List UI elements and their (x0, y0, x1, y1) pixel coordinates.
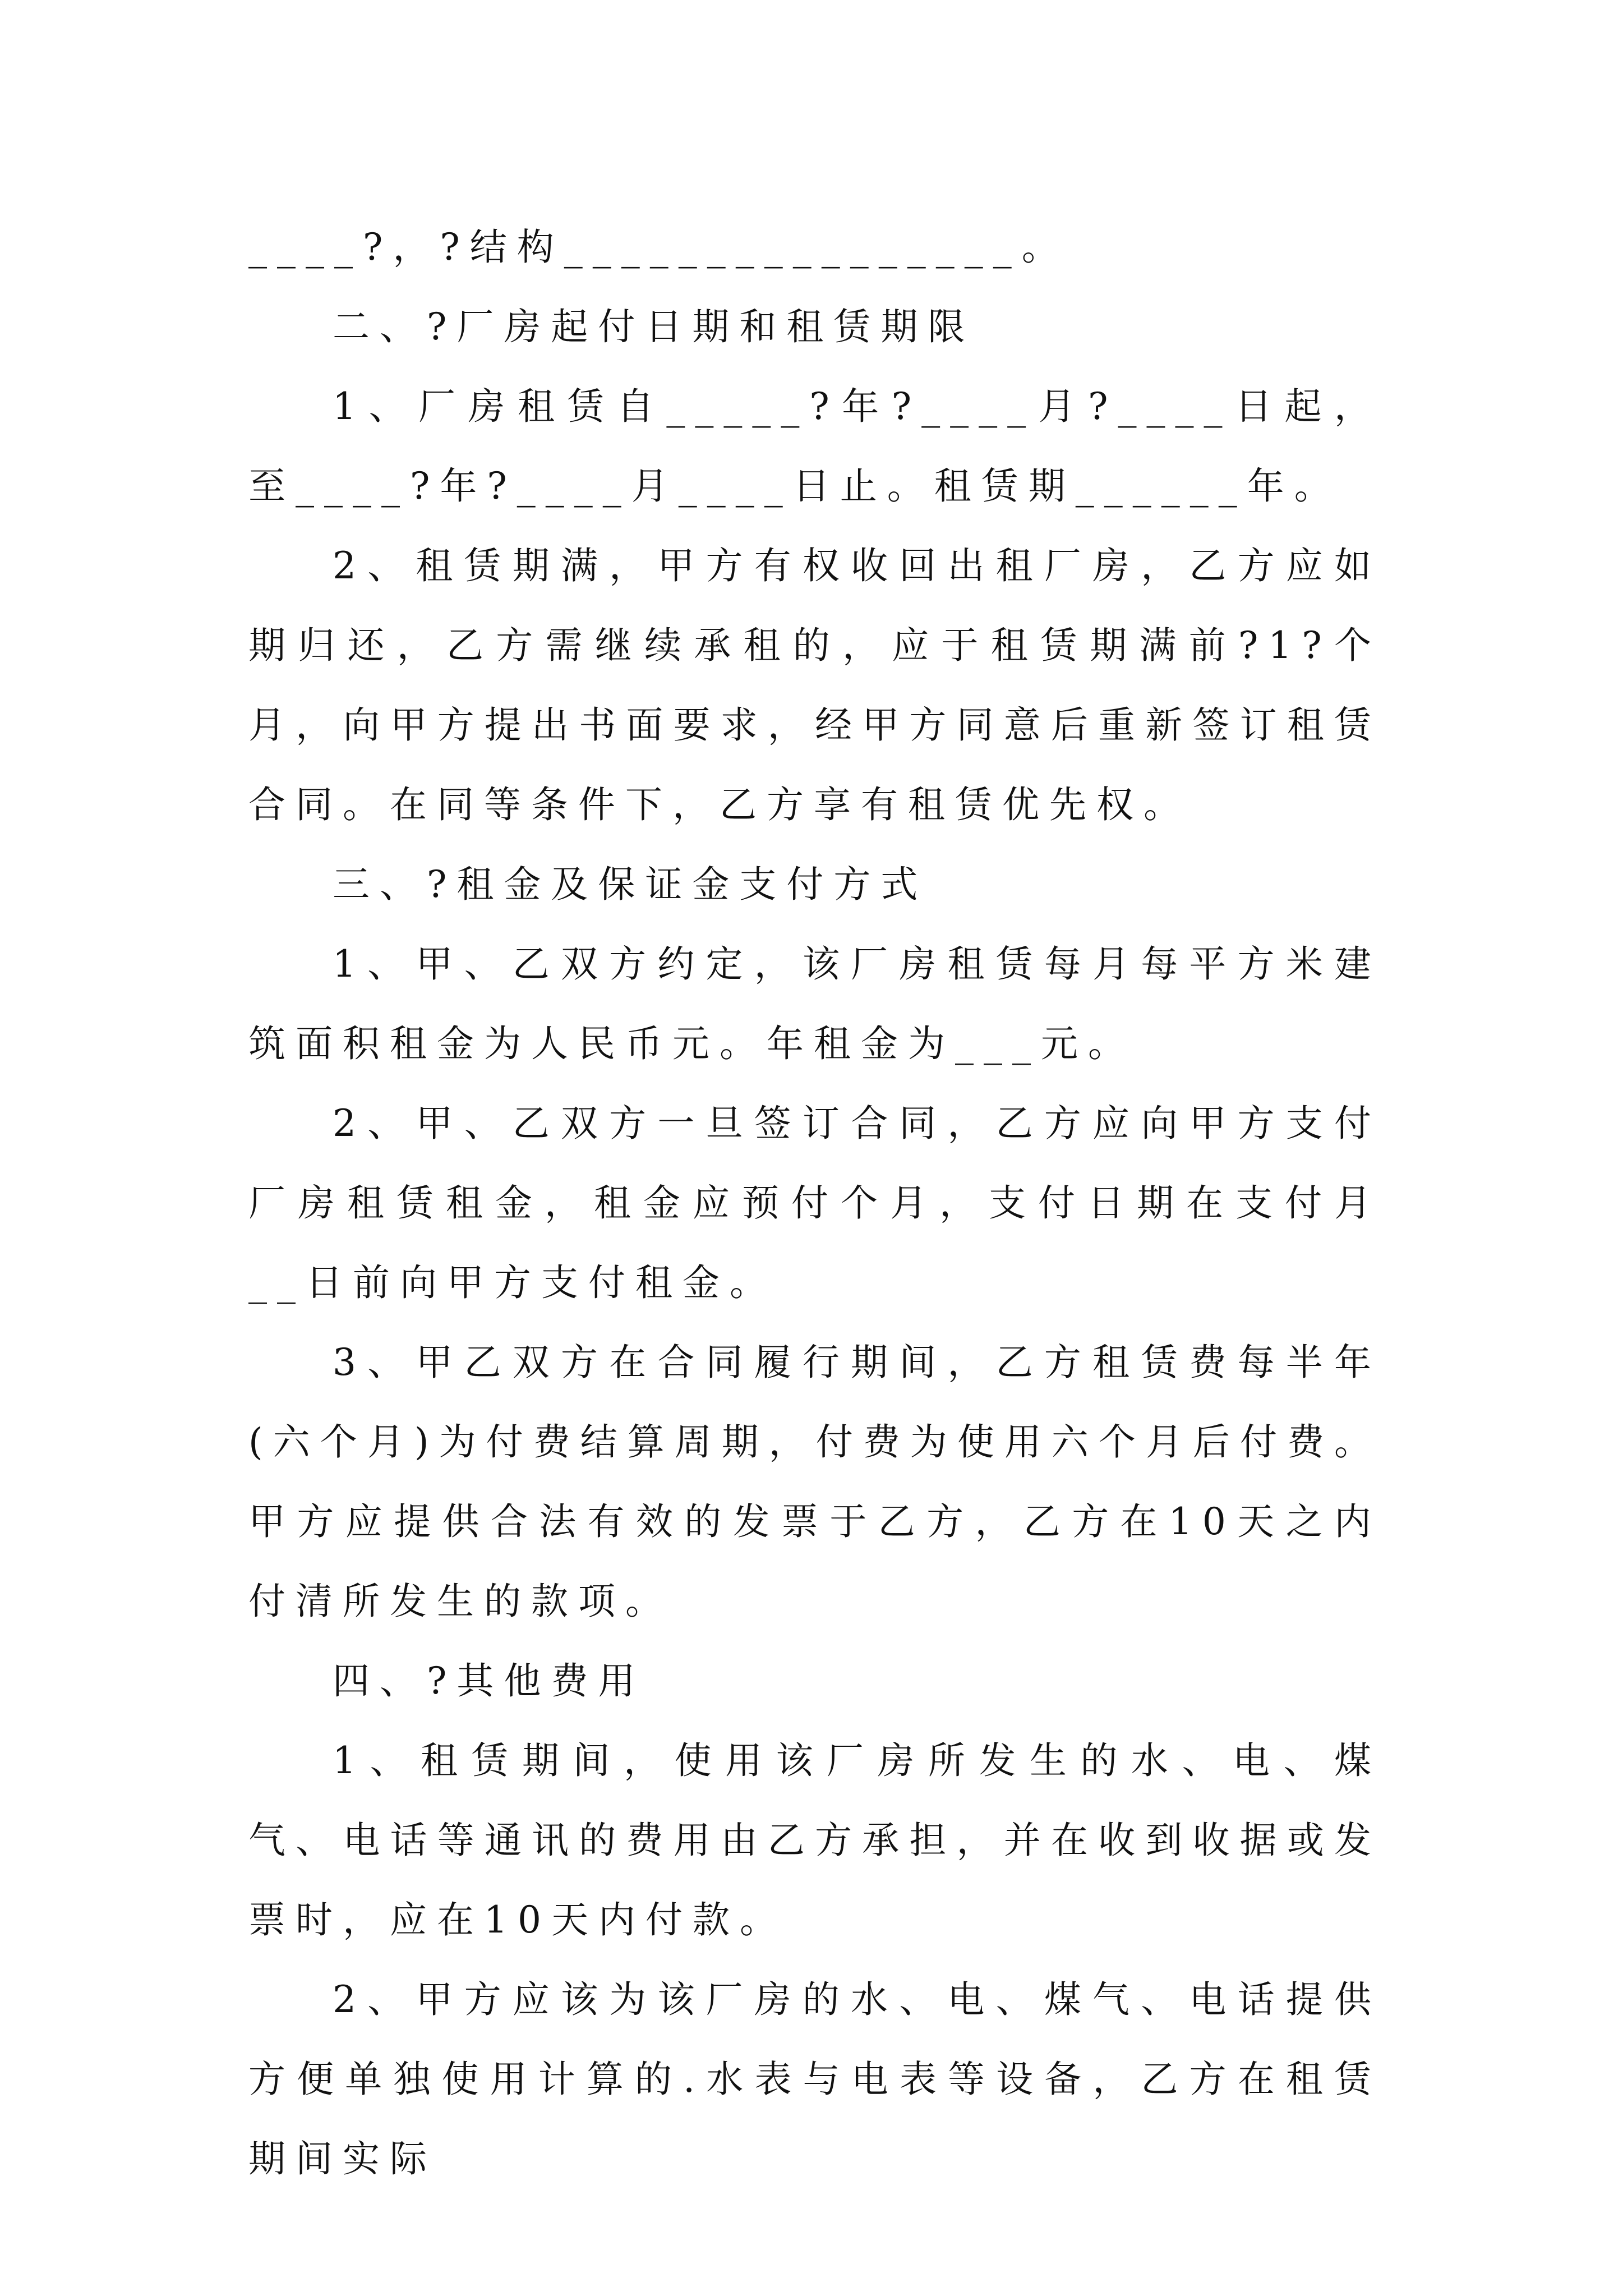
section-heading-4: 四、?其他费用 (333, 1659, 645, 1703)
clause-2-1: 1、厂房租赁自_____?年?____月?____日起，至____?年?____月____日止。租赁期______年。 (248, 385, 1381, 508)
clause-2-2: 2、租赁期满，甲方有权收回出租厂房，乙方应如期归还，乙方需继续承租的，应于租赁期满前?1?个月，向甲方提出书面要求，经甲方同意后重新签订租赁合同。在同等条件下，乙方享有租赁优先权。 (248, 544, 1381, 826)
section-heading-2: 二、?厂房起付日期和租赁期限 (333, 305, 975, 348)
clause-3-3: 3、甲乙双方在合同履行期间，乙方租赁费每半年(六个月)为付费结算周期，付费为使用六个月后付费。甲方应提供合法有效的发票于乙方，乙方在10天之内付清所发生的款项。 (248, 1341, 1381, 1623)
clause-4-1: 1、租赁期间，使用该厂房所发生的水、电、煤气、电话等通讯的费用由乙方承担，并在收到收据或发票时，应在10天内付款。 (248, 1739, 1381, 1941)
section-heading-3: 三、?租金及保证金支付方式 (333, 863, 928, 906)
clause-4-2: 2、甲方应该为该厂房的水、电、煤气、电话提供方便单独使用计算的.水表与电表等设备，乙方在租赁期间实际 (248, 1978, 1381, 2180)
clause-3-2: 2、甲、乙双方一旦签订合同，乙方应向甲方支付厂房租赁租金，租金应预付个月，支付日期在支付月__日前向甲方支付租金。 (248, 1102, 1381, 1304)
document-body (248, 208, 1381, 2199)
paragraph-structure-line: ____?，?结构________________。 (248, 226, 1069, 269)
clause-3-1: 1、甲、乙双方约定，该厂房租赁每月每平方米建筑面积租金为人民币元。年租金为___元。 (248, 942, 1381, 1065)
